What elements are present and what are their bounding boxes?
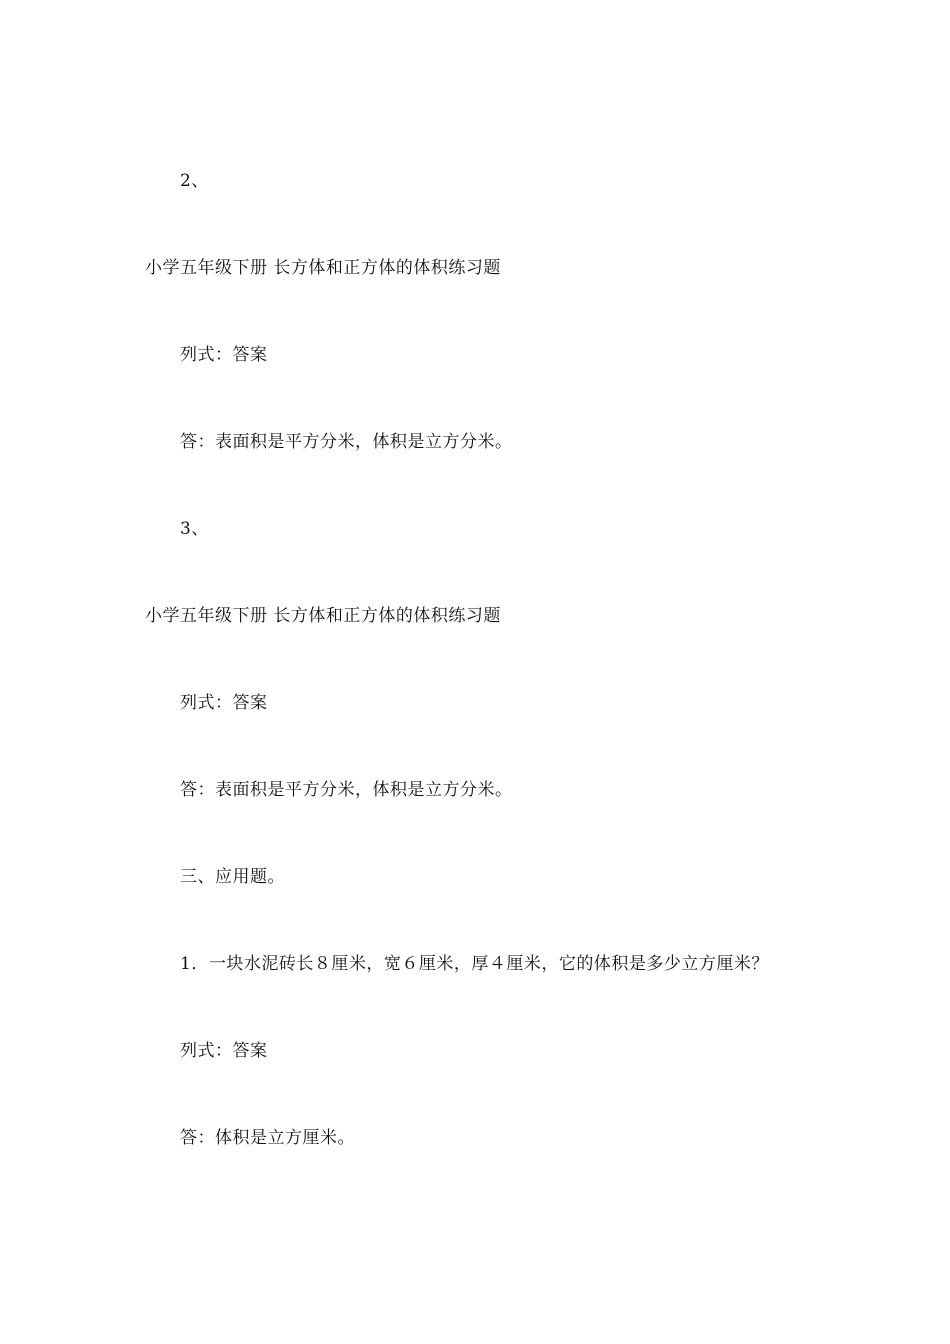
formula-answer-label: 列式：答案 <box>180 1041 268 1061</box>
question-number-3: 3、 <box>180 519 209 539</box>
section-heading-applied-problems: 三、应用题。 <box>180 867 285 887</box>
worksheet-title: 小学五年级下册 长方体和正方体的体积练习题 <box>145 606 501 626</box>
question-number-2: 2、 <box>180 171 209 191</box>
answer-sentence: 答：表面积是平方分米，体积是立方分米。 <box>180 780 513 800</box>
worksheet-title: 小学五年级下册 长方体和正方体的体积练习题 <box>145 258 501 278</box>
answer-sentence: 答：表面积是平方分米，体积是立方分米。 <box>180 432 513 452</box>
applied-problem-1: 1．一块水泥砖长８厘米，宽６厘米，厚４厘米，它的体积是多少立方厘米？ <box>180 954 769 974</box>
formula-answer-label: 列式：答案 <box>180 693 268 713</box>
answer-sentence: 答：体积是立方厘米。 <box>180 1128 355 1148</box>
formula-answer-label: 列式：答案 <box>180 345 268 365</box>
